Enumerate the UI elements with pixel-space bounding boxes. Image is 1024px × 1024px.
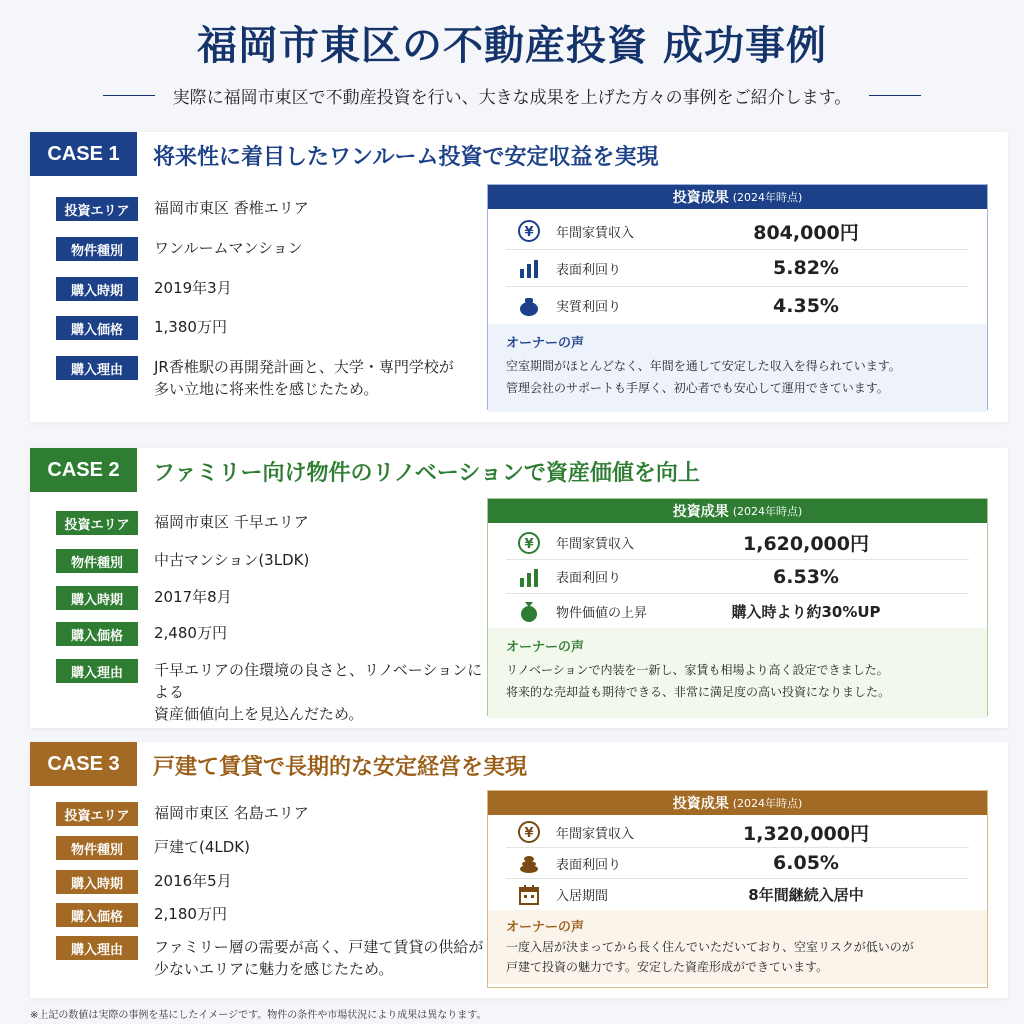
info-tag: 購入理由 — [56, 356, 138, 380]
metric-row — [506, 848, 969, 879]
info-row-type — [56, 836, 454, 860]
results-title: 投資成果 — [672, 796, 729, 812]
owner-voice — [488, 324, 987, 412]
metric-value: 1,620,000円 — [743, 533, 869, 555]
metric-value: 1,320,000円 — [743, 822, 869, 845]
case-title: 将来性に着目したワンルーム投資で安定収益を実現 — [153, 145, 659, 170]
info-row-reason — [56, 659, 494, 725]
info-tag: 購入時期 — [56, 277, 138, 301]
info-value: 戸建て(4LDK) — [154, 838, 250, 856]
case-title: ファミリー向け物件のリノベーションで資産価値を向上 — [153, 461, 700, 486]
voice-title: オーナーの声 — [506, 920, 585, 935]
info-row-type — [56, 237, 454, 261]
info-tag: 購入価格 — [56, 903, 138, 927]
metric-row — [506, 817, 969, 848]
metric-value: 804,000円 — [753, 221, 859, 244]
case-badge: CASE 3 — [30, 742, 137, 786]
owner-voice — [488, 628, 987, 718]
info-value: 福岡市東区 千早エリア — [154, 513, 309, 531]
results-panel — [487, 498, 988, 716]
metric-value: 4.35% — [773, 294, 839, 317]
info-value: 2,480万円 — [154, 624, 227, 642]
metric-value: 8年間継続入居中 — [748, 886, 864, 904]
subtitle-row — [0, 82, 1024, 108]
metric-label: 年間家賃収入 — [556, 225, 635, 241]
results-note: (2024年時点) — [732, 797, 803, 810]
results-header — [488, 499, 987, 523]
metric-row — [506, 879, 969, 910]
voice-text: リノベーションで内装を一新し、家賃も相場より高く設定できました。 将来的な売却益も期待できる、非常に満足度の高い投資になりました。 — [506, 663, 891, 699]
coin-stack-icon — [516, 850, 542, 876]
metric-row — [506, 526, 969, 560]
info-tag: 購入時期 — [56, 870, 138, 894]
metric-row — [506, 287, 969, 324]
metric-row — [506, 213, 969, 250]
metric-value: 購入時より約30%UP — [731, 602, 881, 621]
info-row-date — [56, 586, 454, 610]
info-tag: 物件種別 — [56, 836, 138, 860]
page-subtitle: 実際に福岡市東区で不動産投資を行い、大きな成果を上げた方々の事例をご紹介します。 — [172, 87, 852, 108]
info-row-date — [56, 870, 454, 894]
svg-text:¥: ¥ — [524, 225, 534, 240]
info-tag: 投資エリア — [56, 197, 138, 221]
metric-label: 物件価値の上昇 — [556, 605, 648, 621]
bar-chart-icon — [516, 564, 542, 590]
results-title: 投資成果 — [672, 504, 729, 520]
info-value: 2017年8月 — [154, 588, 232, 606]
info-row-price — [56, 903, 454, 927]
info-tag: 購入価格 — [56, 316, 138, 340]
results-header — [488, 791, 987, 815]
info-tag: 購入時期 — [56, 586, 138, 610]
info-tag: 購入理由 — [56, 659, 138, 683]
info-row-reason — [56, 936, 484, 980]
info-row-area — [56, 197, 454, 221]
yen-icon — [516, 819, 542, 845]
subtitle-rule-left — [103, 95, 155, 96]
results-panel — [487, 184, 988, 410]
footnote: ※上記の数値は実際の事例を基にしたイメージです。物件の条件や市場状況により成果は異なります。 — [30, 1010, 487, 1021]
voice-text: 一度入居が決まってから長く住んでいただいており、空室リスクが低いのが 戸建て投資の魅力です。安定した資産形成ができています。 — [506, 940, 914, 974]
results-note: (2024年時点) — [732, 191, 803, 204]
results-title: 投資成果 — [672, 190, 729, 206]
metric-label: 年間家賃収入 — [556, 537, 635, 552]
info-tag: 購入理由 — [56, 936, 138, 960]
info-value: 2,180万円 — [154, 905, 227, 923]
metric-value: 5.82% — [773, 257, 839, 279]
info-value: 千早エリアの住環境の良さと、リノベーションによる 資産価値向上を見込んだため。 — [154, 661, 483, 723]
info-row-price — [56, 622, 454, 646]
case-badge: CASE 2 — [30, 448, 137, 492]
page-title: 福岡市東区の不動産投資 成功事例 — [197, 23, 827, 69]
info-value: 2019年3月 — [154, 279, 232, 297]
case-card-2 — [30, 448, 1008, 728]
metric-value: 6.05% — [773, 852, 839, 874]
metric-label: 表面利回り — [556, 857, 622, 873]
metric-label: 年間家賃収入 — [556, 826, 635, 842]
info-value: ワンルームマンション — [154, 239, 303, 257]
voice-title: オーナーの声 — [506, 336, 585, 351]
case-card-1 — [30, 132, 1008, 422]
bar-chart-icon — [516, 255, 542, 281]
info-value: 福岡市東区 香椎エリア — [154, 199, 309, 217]
info-tag: 物件種別 — [56, 237, 138, 261]
metric-label: 入居期間 — [556, 889, 609, 904]
metric-row — [506, 250, 969, 287]
metric-value: 6.53% — [773, 565, 839, 588]
voice-title: オーナーの声 — [506, 640, 585, 655]
info-value: 福岡市東区 名島エリア — [154, 804, 309, 822]
calendar-icon — [516, 882, 542, 908]
info-value: JR香椎駅の再開発計画と、大学・専門学校が 多い立地に将来性を感じたため。 — [154, 358, 454, 398]
svg-text:¥: ¥ — [524, 826, 534, 841]
metric-row — [506, 594, 969, 628]
money-bag-icon — [516, 598, 542, 624]
results-panel — [487, 790, 988, 988]
info-tag: 物件種別 — [56, 549, 138, 573]
info-value: ファミリー層の需要が高く、戸建て賃貸の供給が 少ないエリアに魅力を感じたため。 — [154, 938, 484, 978]
results-header — [488, 185, 987, 209]
yen-icon — [516, 530, 542, 556]
owner-voice — [488, 910, 987, 984]
info-value: 2016年5月 — [154, 872, 232, 890]
case-title: 戸建て賃貸で長期的な安定経営を実現 — [153, 755, 528, 780]
metric-label: 表面利回り — [556, 571, 622, 586]
coin-purse-icon — [516, 293, 542, 319]
case-badge: CASE 1 — [30, 132, 137, 176]
metric-row — [506, 560, 969, 594]
info-value: 1,380万円 — [154, 318, 227, 336]
yen-icon — [516, 218, 542, 244]
info-tag: 投資エリア — [56, 802, 138, 826]
svg-text:¥: ¥ — [524, 536, 534, 552]
subtitle-rule-right — [869, 95, 921, 96]
info-row-price — [56, 316, 454, 340]
info-row-reason — [56, 356, 484, 400]
info-row-date — [56, 277, 454, 301]
info-row-area — [56, 511, 454, 535]
metric-label: 表面利回り — [556, 262, 622, 278]
case-card-3 — [30, 742, 1008, 998]
info-row-type — [56, 549, 454, 573]
info-tag: 購入価格 — [56, 622, 138, 646]
metric-label: 実質利回り — [556, 300, 622, 315]
info-row-area — [56, 802, 454, 826]
voice-text: 空室期間がほとんどなく、年間を通して安定した収入を得られています。 管理会社のサポートも手厚く、初心者でも安心して運用できています。 — [506, 359, 901, 395]
info-value: 中古マンション(3LDK) — [154, 551, 310, 569]
results-note: (2024年時点) — [732, 505, 803, 518]
info-tag: 投資エリア — [56, 511, 138, 535]
